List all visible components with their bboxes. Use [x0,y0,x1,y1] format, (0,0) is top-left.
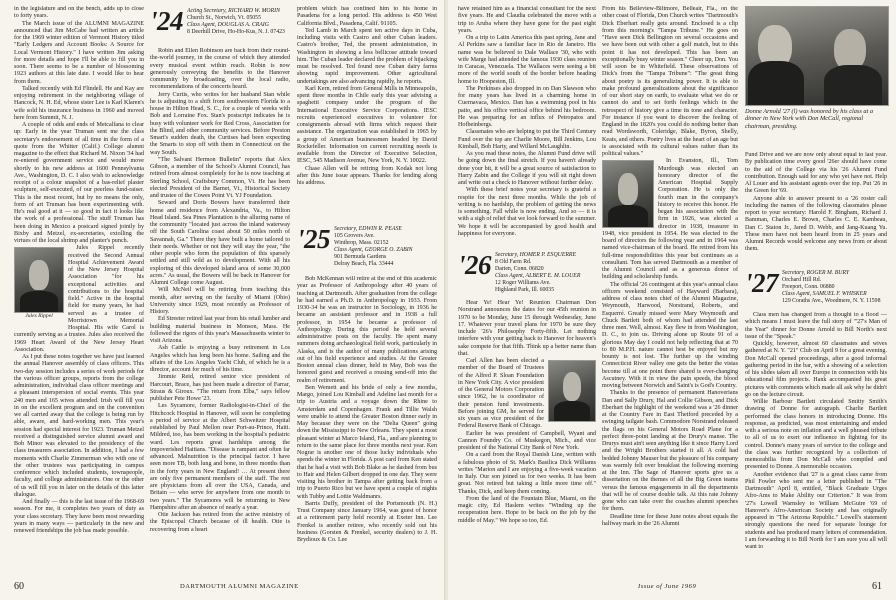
paragraph: The official '26 contingent at this year's annual class officers weekend consisted of Hayward (Barbara), address of class notes chief of the Alumni Magazine, Weymouth, Harwood, Norstrand, Roberts, and Esquerré. Greatly missed were Mary Weymouth and Chuck Bartlett both of whom had attended the last three men. Well, almost. Kay flew in from Washington, D. C., to join us. Driving alone up Route 91 of a glorious May day I could not help reflecting that at 70 to 80 M.P.H. nature cannot best be enjoyed but my bounty is not lost. The further up the winding Connecticut River valley one gets the better the vistas become till at one point there shared is ever-changing Ascutney. With it in view the pain speeds, the blood moving between Norwich and Saint's is God's Country. [602,281,738,389]
class-1926-header [458,252,596,302]
paragraph: Deadline time for these June notes about equals the halfway mark in the '26 Alumni [602,513,738,527]
paragraph: Earlier he was president of Campbell, Wyant and Cannon Foundry Co. of Muskegon, Mich., and vice president of the National City Bank of New York. [458,430,596,451]
paragraph: Chase Allen will be retiring from Kodak not long after this June issue appears. Thanks for lending along his address. [297,165,437,186]
paragraph: Talked recently with Ed Flindell. He and Kay are enjoying retirement in the neighboring village of Hancock, N. H. Ed, whose sister Lee is Karl Klaren's wife sold his insurance business in 1960 and moved here from Summit, N. J. [14,85,144,121]
jules-rippel-photo [14,247,64,313]
class-year: '24 [150,6,184,36]
page-footer: Issue of June 1969 [638,583,697,590]
paragraph: Ed Streeter retired last year from his retail lumber and building material business in Monson, Mass. He followed the rigors of this year's Massachusetts winter to visit Arizona. [150,316,290,344]
paragraph: Ash Cattle is enjoying a busy retirement in Los Angeles which has long been his home. Sailing and the affairs of the Los Angeles Yacht Club, of which he is a director, account for much of his time. [150,345,290,373]
paragraph: Will McNeil will be retiring from teaching this month, after serving on the faculty of Miami (Ohio) University since 1929, most recently as Professor of History. [150,287,290,315]
paragraph: Another evidence that '27 is a great class came from Phil Fowler who sent me a letter published in "The Dartmouth" April 8, entitled, "Black Graduate Urges Afro-Ams to Make Ability our Criterion." It was from '27's Lowell Warnsley to William McGuire '69 of Hanover's Afro-American Society and has originally appeared in "The Arizona Republic." Lowell's statement strongly questions the need for separate lounge for students and has produced many letters of commendation. I am forwarding it to Bill North for I am sure you all will want to [745,471,887,550]
paragraph: A couple of odds and ends of Metcalfana to clear up: Early in the year Truman sent me the class secretary's endorsement of all time in the form of a quote from the Whitter (Calif.) College alumni magazine to the effect that Richard M. Nixon '34 had re-entered government service and would move shortly to his new address at 1600 Pennsylvania Ave., Washington, D. C. I also wish to acknowledge receipt of a colour snapshot of a bas-relief plaster sculpture, self-executed, of our peerless fund-raiser. This is the most recent, but by no means the only, form of art Truman has been experimenting with. He's real good at it — so good in fact it looks like the work of a professional. The stuff Truman has been doing in Mexico a postcard signed jointly by Bixby and Metzel, ex-secretaries, extolling the virtues of the local shrimp and planter's punch. [14,122,144,244]
paragraph: With these brief notes your secretary is grateful a respite for the next three months. While the job of writing is no hardship, the problem of getting the news is something. Fall while is now ending. And so — it is with a sigh of relief that we look forward to the summer. We hope it will be accompanied by good health and happiness for everyone. [458,187,596,237]
paragraph: Ben Wemett and his bride of only a few months, Margo, joined Lou Kimball and Adeline last month for a trip to Austria and a voyage down the Rhine to Amsterdam and Copenhagen. Frank and Tillie Walsh were unable to attend the Greater Boston dinner early in May because they were on the "Delta Queen" going down the Mississippi to New Orleans. They spent a most pleasant winter at Marco Island, Fla., and are planning to return to the same place for three months next year. Ken Nograr is another one of those lucky individuals who spends the winter in Florida. A post card from Ken stated that he had a visit with Bob Blake as he dashed from bus to Hair and Helen Gilbert dropped in one day. They were visiting his brother in Tampa after getting back from a trip to Puerto Rico but we have spent a couple of nights with Tubby and Lottie Waldmanrs. [297,384,437,500]
right-column-2 [602,6,738,572]
left-column-2 [150,48,290,572]
paragraph: Carl Allen has been elected a member of the Board of Trustees of the Alfred P. Sloan Foundation in New York City. A vice president of the General Motors Corporation since 1962, he is coordinator of their pension fund investments. Before joining GM, he served for six years as vice president of the Federal Reserve Bank of Chicago. [458,358,544,430]
paragraph: have retained him as a financial consultant for the next five years. He and Claudia celebrated the move with a trip to Aruba where they have gone for the past eight years. [458,6,596,34]
class-year: '25 [297,224,331,254]
right-column-3a [745,152,887,268]
paragraph: Robin and Ellen Robinson are back from their round-the-world journey, in the course of which they attended every musical event within reach. Robin is now generously conveying the benefits to the Hanover community by broadcasting, over the local radio, recommendations of the concerts heard. [150,48,290,91]
paragraph: Class men has changed from a thought to a flood — which means I must leave the full story of "'27's Man of the Year" dinner for Donne Arnold to Bill North's next issue of the "Speak." [745,312,887,340]
paragraph: Fund Drive and we are now only about equal to last year. By publication time every good '26er should have come to the aid of the College via his '26 Alumni Fund contribution. Enough said for any who yet have not. Help Al Louer and his assistant agents over the top. Put '26 in the Green for '69. [745,152,887,195]
paragraph: Thanks to the presence of permanent Hanoverians Dan and Sally Drury, Hal and Collie Gibson, and Dick Eberhart the highlight of the weekend was a '26 dinner at the Country Fare in East Thetford preceded by a swinging tailgate bash. Commodore Norstrand released the flags on his General Motors Road Plane for a perfect three-point landing at the Drury's manse. The Drurys must ain't seen anything like it since Harry Lord and the Wright Brothers started it all. A cold had bedded Johnny Mauser but the pleasure of his company was warmly felt over breakfast the following morning at the Inn. The Sage of Hanover sports give us a dissertation on the themes of all the Big Green teams versus the famous engagements in all the departments that will be of course double talk. At this rate Johnny gone who can take over the coaches alumni speeches for them. [602,390,738,513]
photo-caption: Jules Rippel [25,313,53,320]
tom-murdough-photo [602,160,654,228]
left-column-3b [297,276,437,572]
left-page [0,0,446,600]
right-column-3b [745,312,887,572]
paragraph: Seward and Doris Bowers have transferred their home and residence from Alexandria, Va., to Hilton Head Island. Sea Pines Plantation is the alluring name of the community "located just across the inland waterway off the South Carolina coast about 50 miles north of Savannah, Ga." There they have built a home tailored to their needs. Whether or not they will stay the year, "the other people who form the population of this sparsely settled and still wild as to development. With all his exploring of this developed island area of some 30,000 acres." As usual, the Bowers will be back in Hanover for Alumni College come August. [150,200,290,286]
paragraph: The Perkinses also dropped in on Dan Slawson who for many years has lived in a charming home in Cuernavaca, Mexico. Dan has a swimming pool in his patio, and his office vertical office behind his bedroom. He was preparing for an influx of Petropatos and Hofbeinbergs. [458,85,596,128]
page-number: 61 [872,581,882,592]
photo-wrap [14,247,64,323]
left-column-1 [14,6,144,572]
carl-allen-photo [548,360,596,422]
paragraph: Quickly, however, almost 60 classmates and wives gathered at N. Y. "21" Club on April 9 for a great evening. Don McCall opened proceedings, after a good informal gathering period in the bar, with a showing of a selection of his slides taken all over Europe in connection with his educational film projects. Hank accompanied his great pictures with comments which made all ask why he didn't go on the lecture circuit. [745,341,887,398]
class-1927-header [745,270,887,312]
paragraph: Anyone able to answer present to a '26 roster call including the names of the following classmates please report to your secretary: Harold F. Bingham, Richard J. Bamman, Charles E. Brown, Charles C. E. Kambeau, Dan C. Staton Jr., Jared D. Webb, and Jang-Kuang Yu. These men have not been heard from in 25 years and Alumni Records would welcome any news from or about them. [745,195,887,253]
class-officers: Secretary, ROGER M. BURY Orchard Hill Rd. Freeport, Conn. 06880 Class Agent, SAMUEL F. WHISKER 129 Coraths Ave., Woodmere, N. Y. 11598 [782,270,881,304]
class-officers: Secretary, EDWIN R. PEASE 105 Grovers Ave. Winthrop, Mass. 02152 Class Agent, GEORGE O. ZABIN 901 Bermuda Gardens Delray Beach, Fla. 33444 [334,226,413,267]
paragraph: Barris Duffy, president of the Portsmouth (N. H.) Trust Company since January 1964, was guest of honor at a retirement party held recently at Exeter Inn. Lee Frenkel is another retiree, who recently sold out his business (Gorsten & Frenkel, security dealers) to J. H. Brydioux & Co. Lee [297,500,437,543]
paragraph: From the land of the Fountain Blue, Miami, on the magic city, Ed Haslem writes "Winding up the recuperation here. Hope to be back on the job by the middle of May." We hope so too, Ed. [458,495,596,524]
class-year: '26 [458,250,492,280]
paragraph: Willie Barbour Bartlett circulated Smitty Smith's drawing of Donne for autograph. Charlie Bartlett performed the class honors in introducing Donne. His response, as predicted, was most entertaining and ended with a serious note on inflation and a well phrased tribute to all of us to exert our influence in fighting for its control. Donne's many years of service to the college and the class was further recognized by a collection of memorabilia from Don McCall who compiled and presented to Donne. A memorable occasion. [745,399,887,471]
class-1925-header [297,226,437,276]
class-officers: Acting Secretary, RICHARD W. MORIN Church St., Norwich, Vt. 05055 Class Agent, DOUGLAS A. CRAIG 8 Deerhill Drive, Ho-Ho-Kus, N. J. 07423 [187,8,285,35]
paragraph: Les Sycamore, former Radiologist-in-Chief of the Hitchcock Hospital in Hanover, will soon be completing a period of service at the Albert Schweitzer Hospital established by Paul Mellon near Port-au-Prince, Haiti. Mildred, too, has been working in the hospital's pediatric ward. Les reports great hardships among the impoverished Haitians. "Disease is rampant and often far advanced. Malnutrition is the principal factor. I have seen more TB, both lung and bone, in three months than in the forty years in New England! … At present there are only five permanent members of the staff. The rest are physicians from all over the USA, Canada, and Britain — who serve for anywhere from one month to two years." The Sycamores will be returning to New Hampshire after an absence of nearly a year. [150,403,290,511]
paragraph: problem which has confined him to his home in Pasadena for a long period. His address is 450 West California Blvd., Pasadena, Calif. 91105. [297,6,437,27]
paragraph: In Evanston, Ill., Tom Murdough was elected an honorary director of the American Hospital Supply Corporation. He is only the fourth man in the company's history to receive this honor. He began his association with the firm in 1926, was elected a director in 1938, treasurer in 1948, vice president in 1954. He was elected to the board of directors the following year and in 1964 was named vice-chairman of the board. He retired from his full-time responsibilities this year but continues as a consultant. Tom has served Dartmouth as a member of the Alumni Council and as a generous donor of building and scholarship funds. [602,158,738,281]
right-column-1a [458,6,596,250]
paragraph: Jimmie Reid, retired senior vice president of Harcourt, Brace, has just been made a director of Farrar, Straus & Giroux. "The return from Elba," says fellow publisher Pete Howe '23. [150,374,290,402]
paragraph: in the legislature and on the bench, adds up to close to forty years. [14,6,144,20]
paragraph: The March issue of the ALUMNI MAGAZINE announced that Jim McCabe had written an article for the 1969 winter edition of Vermont History titled "Early Ledgers and Account Books: A Source for Local Vermont History." I have written Jim asking for more details and hope I'll be able to fill you in soon. There seems to be a number of blossoming 1923 authors at this late date. I would like to hear from them. [14,20,144,85]
left-column-3a [297,6,437,224]
paragraph: Jules Rippel recently received the Second Annual Hospital Achievement Award of the New Jersey Hospital Association "for his exceptional activities and contributions to the hospital field." Active in the hospital field for many years, he had served as a trustee of Morristown Memorial Hospital. His wife Carol is currently serving as a trustee. Jules also received the 1969 Heart Award of the New Jersey Heart Association. [14,245,144,353]
photo-caption: Donne Arnold '27 (l) was honored by his class at a dinner in New York with Don McCall, regional chairman, presiding. [745,108,873,130]
paragraph: As I put these notes together we have just learned the annual Hanover assembly of class officers. This two-day session includes a series of work periods for the various officer groups, reports from the college administration, individual class officer meetings and a pleasant interspersion of social events. This year 240 men and 165 wives attended. Irish will fill you in on the excellent program and on the convention we all carried away that the college is being run by able, aware, and hard-working men. This year's session had special interest for 1923. Truman Metzel received a distinguished service alumni award and Bob Minor was elevated to the presidency of the class treasurers association. In addition, I had a few moments with Charlie Zimmerman who with one of the other trustees was participating in campus conference which included students, townspeople, faculty, and college administrators. One or the other of us will fill you in later on the details of this latter dialogue. [14,354,144,498]
page-number: 60 [14,581,24,592]
right-column-1b [458,300,596,572]
paragraph: As you read these notes, the Alumni Fund drive will be going down the final stretch. If you haven't already done your bit, it will be a great source of satisfaction to Harry Zabin and the College if you will sit right down and write out a check to Hanover without further delay. [458,151,596,186]
paragraph: Bob McKennan will retire at the end of this academic year as Professor of Anthropology after 40 years of teaching at Dartmouth. After graduation from the college he had earned a Ph.D. in Anthropology in 1933. From 1930-34 he was an instructor in Sociology, in 1936 he became an assistant professor and in 1938 a full professor, in 1954 he became a professor of Anthropology. During this period he held several administrative posts on the faculty. He spent many summers doing archaeological field work, particularly in Alaska, and is the author of many publications arising out of his field experience and studies. At the Greater Boston annual class dinner, held in May, Bob was the honored guest and received a rousing send-off into the realm of retirement. [297,276,437,384]
paragraph: Hear Ye! Hear Ye! Reunion Chairman Don Norstrand announces the dates for our 45th reunion in 1970 to be Monday, June 15 through Wednesday, June 17. Whatever your travel plans for 1970 be sure they include '26's Philosophy Forty-fifth. Let nothing interfere with your getting back to Hanover for heaven's sake compete for that fifth. Think up a better name than that. [458,300,596,357]
class-dinner-photo [745,6,889,106]
class-officers: Secretary, HOMER P. ESQUERRÉ 8 Old Farm Rd. Darien, Conn. 06820 Class Agent, ALBERT E. M. LOUER 12 Roger Williams Ave. Highland Park, Ill. 60035 [495,252,581,293]
paragraph: "The Salvant Hermon Bulletin" reports that Alex Gibson, a member of the School's Alumni Council, has retired from almost completely for he is now teaching at Sterling School, Craftsbury Common, Vt. He has been elected President of the Barnet, Vt., Historical Society and trustee of the Cowes Point Vt. YJ Foundation. [150,156,290,199]
paragraph: Ted Lamb in March spent ten active days in Cuba, including visits with Castro and other Cuban leaders. Castro's brother, Ted, the present administration, in Washington in showing a less bellicose attitude toward him. The Cuban leader declared the problem of hijacking must be resolved. Ted found new Cuban dairy farms showing rapid improvement. Other agricultural undertakings are also advancing rapidly, he reports. [297,27,437,85]
paragraph: Classmates who are helping to put the Third Century Fund over the top are Charlie Moore, Bill Jenkins, Lou Kimball, Bob Harty, and Willard McLaughlin. [458,129,596,150]
class-year: '27 [745,268,779,298]
paragraph: On a trip to Latin America this past spring, Jane and Al Perkins saw a familiar face in Rio de Janeiro. His name was be believed to Dale Wallace '30, who with wife Marge had attended the famous 1930 class reunion in Caracas, Venezuela. The Wallaces were seeing a bit more of the world south of the border before heading home to Hoopeston, Ill. [458,35,596,85]
class-1924-header [150,8,290,48]
paragraph: On a card from the Royal Danish Line, written with a fabulous photo of St. Mark's Basilica Dick Williams writes "Marion and I are enjoying a five-week vacation in Italy. Our son joined us for two weeks. It has been great. Not retired but taking a little more time off." Thanks, Dick, and keep them coming. [458,452,596,495]
paragraph: And finally — this is the last issue of the 1968-69 season. For me, it completes two years of duty as your class secretary. They have been most rewarding years in many ways — particularly in the new and renewed friendships the job has made possible. [14,499,144,534]
right-page [448,0,896,600]
paragraph: Otie Jackson has retired from the active ministry of the Episcopal Church because of ill health. Otie is recovering from a heart [150,512,290,533]
paragraph: Karl Kern, retired from General Mills in Minneapolis, spent three months in Chile early this year advising a spaghetti company under the program of the International Executive Service Corporations. IESC recruits experienced executives to volunteer for consignments abroad with firms which request their assistance. The organization was established in 1965 by a group of American businessmen headed by David Rockefeller. Information on current recruiting needs is available from the Director of Executive Selection, IESC, 545 Madison Avenue, New York, N. Y. 10022. [297,85,437,165]
paragraph: Jerry Curtis, who writes for her husband Stan while he is adjusting to a shift from southwestern Florida to a house in Hilton Head, S. C., for a couple of weeks with Bob and Lorraine Fox. Stan's postscript indicates he is busy with volunteer work for Red Cross, Association for the Blind, and other community services. Before Preston Smart's sudden death, the Curtises had been expecting the Smarts to stop off with them in Connecticut on the way South. [150,91,290,156]
page-footer: DARTMOUTH ALUMNI MAGAZINE [180,583,299,590]
paragraph: From his Belleview-Biltmore, Belleair, Fla., on the other coast of Florida, Don Church writes "Dartmouth's Dick Eberhart really gets around. Enclosed is a clip from this morning's "Tampa Tribune." He goes on "Have seen Dick Bellington on several occasions and we have been out with other a golf match, but to this point it has not developed. This has been an exceptionally busy winter season." Cheer up, Don. You will soon be in Whitefield. These observations of Dick's from the "Tampa Tribune": "The great thing about poetry is its generalizing power. It is able to make profound generalizations about the significance of our short stay on earth, to evaluate what we do or cannot do and to set forth feelings which in the retrospect of history give a time its tone and character. For instance if you want to discover the feeling of England in the 1820's you could do nothing better than read Wordsworth, Coleridge, Blake, Byron, Shelly, Keats, and others. Poetry lives at the heart of an age but is associated with its cultural values rather than its political values." [602,6,738,157]
